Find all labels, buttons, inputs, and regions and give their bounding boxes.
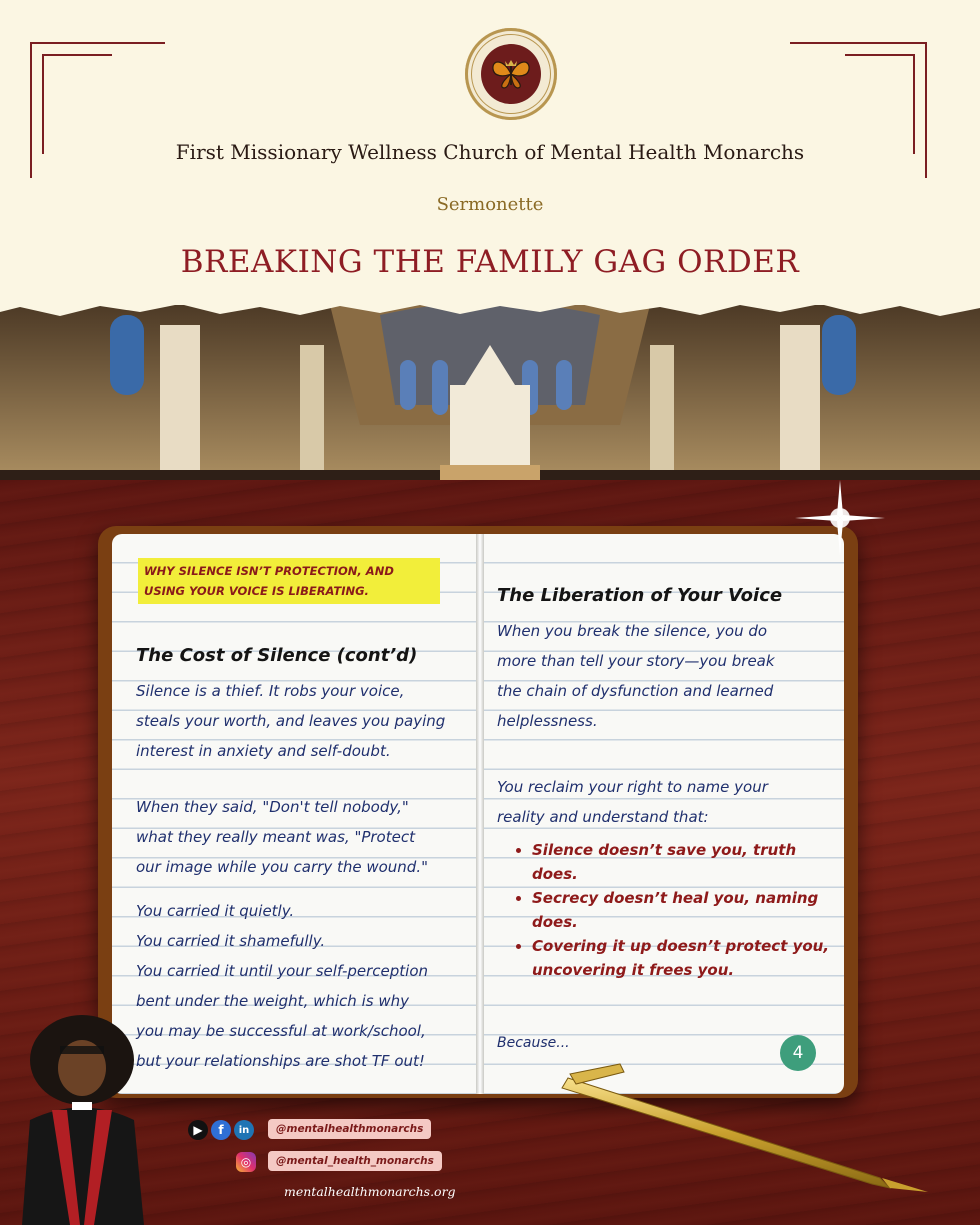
highlighted-note: WHY SILENCE ISN’T PROTECTION, AND USING YOUR VOICE IS LIBERATING. <box>138 558 440 604</box>
frame-corner-left <box>30 42 165 44</box>
right-paragraph-1: When you break the silence, you do more than tell your story—you break the chain of dysfunction and learned helplessness. <box>497 622 775 730</box>
bullet-item: • Covering it up doesn’t protect you, uncovering it frees you. <box>532 934 842 982</box>
pastor-photo <box>12 1010 152 1225</box>
gold-pen <box>560 1060 940 1200</box>
facebook-icon[interactable]: f <box>211 1120 231 1140</box>
play-icon[interactable]: ▶ <box>188 1120 208 1140</box>
left-heading: The Cost of Silence (cont’d) <box>136 645 418 666</box>
frame-corner-left <box>42 54 112 56</box>
right-heading: The Liberation of Your Voice <box>497 585 783 606</box>
church-interior-image <box>0 305 980 505</box>
monarchs-logo <box>465 28 557 120</box>
torn-paper-edge <box>0 298 980 328</box>
church-name: First Missionary Wellness Church of Mental Health Monarchs <box>175 140 805 164</box>
frame-corner-right <box>845 54 915 56</box>
closing-text: Because... <box>497 1035 570 1051</box>
social-icons <box>188 1120 254 1140</box>
bullet-list <box>512 838 842 982</box>
left-paragraph-1: Silence is a thief. It robs your voice, steals your worth, and leaves you paying interest in anxiety and self-doubt. <box>136 682 446 760</box>
notebook-spine <box>476 534 484 1094</box>
frame-corner-right <box>790 42 925 44</box>
butterfly-icon <box>481 44 541 104</box>
website-link[interactable]: mentalhealthmonarchs.org <box>284 1184 456 1199</box>
page-number-badge: 4 <box>780 1035 816 1071</box>
page-subtitle: Sermonette <box>436 194 544 215</box>
frame-corner-right <box>913 54 915 154</box>
left-paragraph-2: When they said, "Don't tell nobody," what they really meant was, "Protect our image while you carry the wound." <box>136 798 428 876</box>
instagram-icon[interactable]: ◎ <box>236 1152 256 1172</box>
page-title: BREAKING THE FAMILY GAG ORDER <box>180 244 800 280</box>
instagram-handle-badge[interactable]: @mental_health_monarchs <box>268 1151 442 1171</box>
bullet-item: • Secrecy doesn’t heal you, naming does. <box>532 886 842 934</box>
bullet-item: • Silence doesn’t save you, truth does. <box>532 838 842 886</box>
sparkle-icon <box>790 480 890 570</box>
handle-badge[interactable]: @mentalhealthmonarchs <box>268 1119 431 1139</box>
linkedin-icon[interactable]: in <box>234 1120 254 1140</box>
left-paragraph-3: You carried it quietly. You carried it shamefully. You carried it until your self-perception bent under the weight, which is why you may be successful at work/school, but your relationships are shot TF out! <box>136 902 429 1070</box>
frame-corner-left <box>42 54 44 154</box>
right-paragraph-2: You reclaim your right to name your reality and understand that: <box>497 778 768 826</box>
